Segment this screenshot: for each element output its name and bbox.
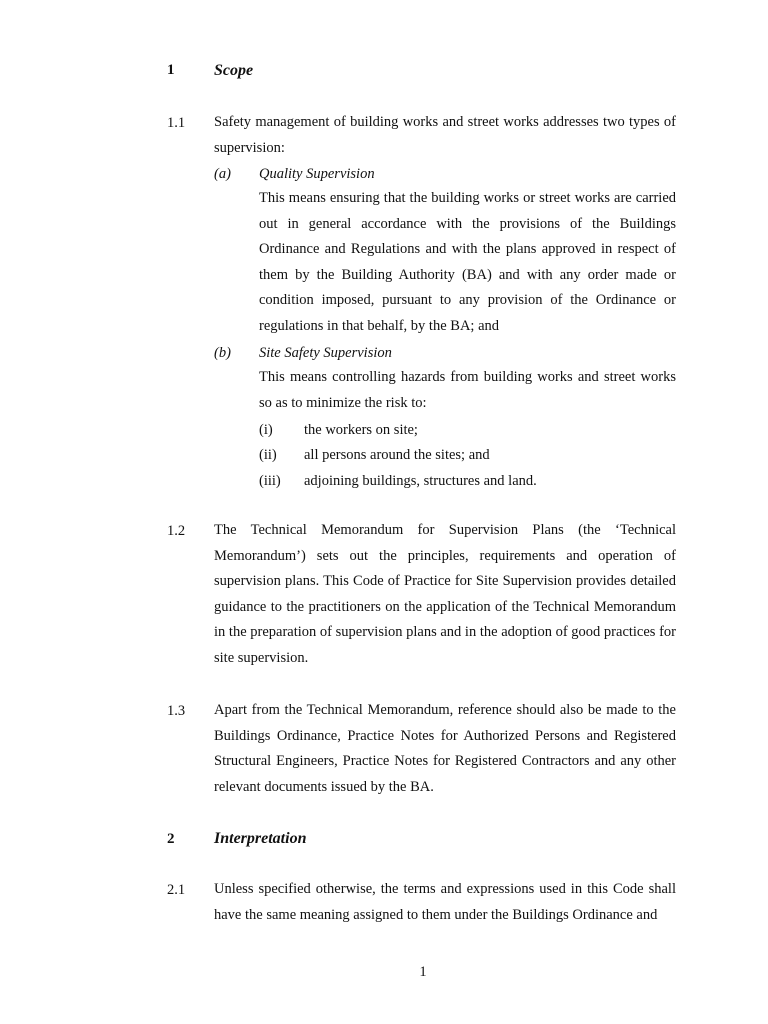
section-number: 1 [167,62,175,78]
paragraph-number: 1.2 [167,523,186,539]
item-title: Quality Supervision [259,166,375,182]
item-marker: (a) [214,166,231,182]
subitem-marker: (i) [259,422,273,438]
subitem-marker: (ii) [259,447,277,463]
section-title: Scope [214,62,254,79]
paragraph-text: The Technical Memorandum for Supervision Plans (the ‘Technical Memorandum’) sets out the principles, requirements and operation of supervision plans. This Code of Practice for Site Supervision provides detailed guidance to the practitioners on the application of the Technical Memorandum in the preparation of supervision plans and in the adoption of good practices for site supervision. [214,522,676,666]
paragraph-text: Unless specified otherwise, the terms and expressions used in this Code shall have the same meaning assigned to them under the Buildings Ordinance and [214,881,676,923]
subitem-marker: (iii) [259,473,281,489]
page-number: 1 [419,964,427,980]
paragraph-text: Safety management of building works and street works addresses two types of supervision: [214,114,676,156]
paragraph-number: 2.1 [167,882,186,898]
item-title: Site Safety Supervision [259,345,392,361]
paragraph-text: Apart from the Technical Memorandum, reference should also be made to the Buildings Ordinance, Practice Notes for Authorized Persons and Registered Structural Engineers, Practice Notes for Registered Contractors and any other relevant documents issued by the BA. [214,702,676,795]
item-text: This means ensuring that the building works or street works are carried out in general accordance with the provisions of the Buildings Ordinance and Regulations and with the plans approved in respect of them by the Building Authority (BA) and with any order made or condition imposed, pursuant to any provision of the Ordinance or regulations in that behalf, by the BA; and [259,190,676,334]
subitem-text: all persons around the sites; and [304,447,490,463]
section-number: 2 [167,831,175,847]
paragraph-number: 1.3 [167,703,186,719]
item-text: This means controlling hazards from building works and street works so as to minimize the risk to: [259,369,676,411]
subitem-text: adjoining buildings, structures and land. [304,473,537,489]
paragraph-number: 1.1 [167,115,186,131]
subitem-text: the workers on site; [304,422,418,438]
section-title: Interpretation [214,830,307,847]
item-marker: (b) [214,345,231,361]
